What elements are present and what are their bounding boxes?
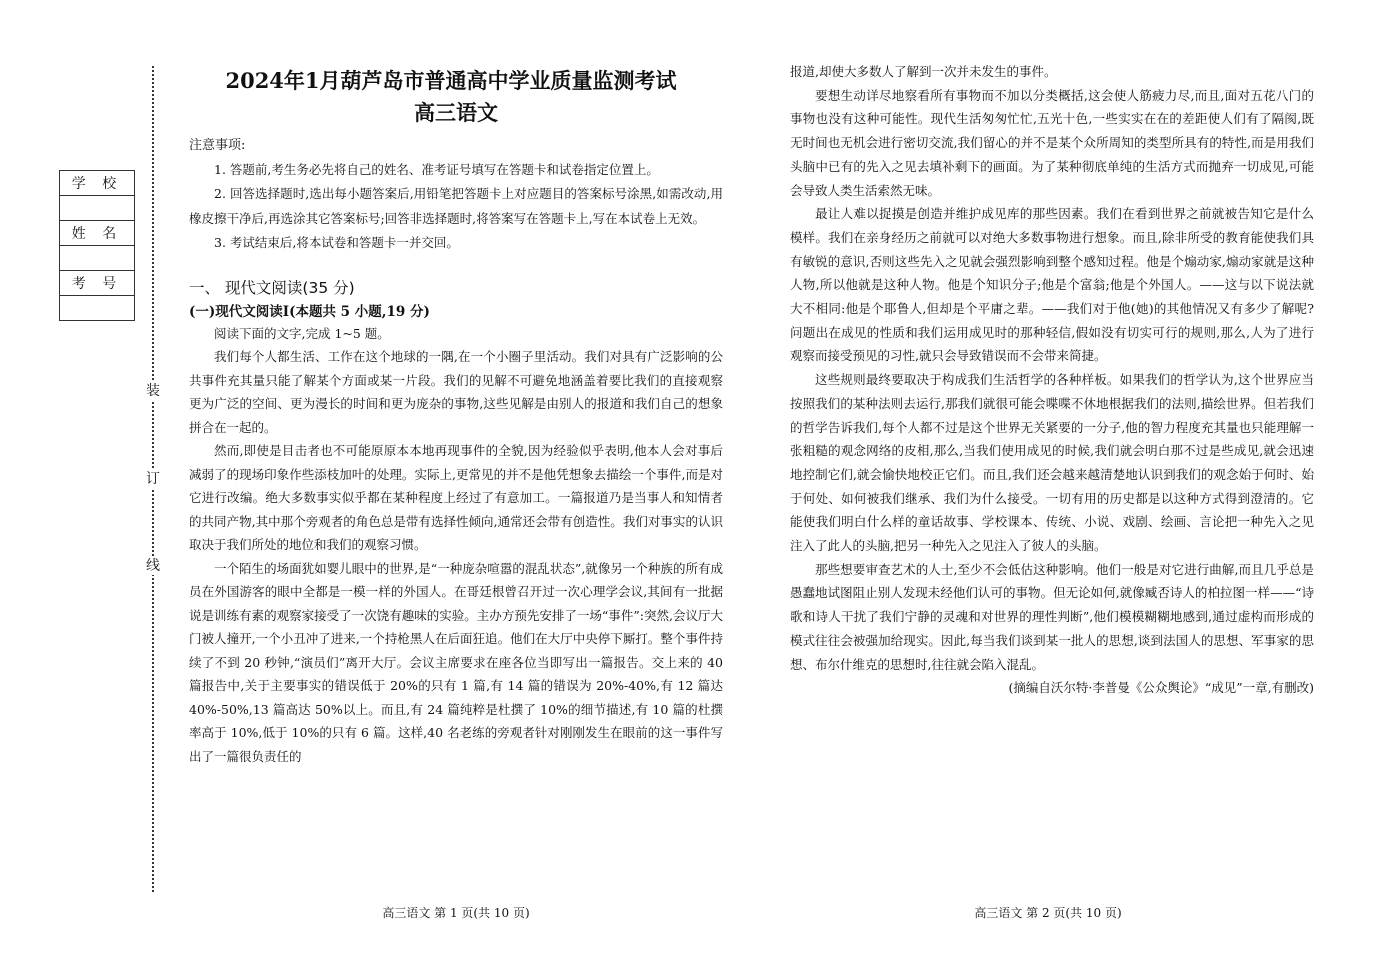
label-exam-number: 考 号 — [60, 271, 135, 296]
passage-paragraph: 这些规则最终要取决于构成我们生活哲学的各种样板。如果我们的哲学认为,这个世界应当按照我们的某种法则去运行,那我们就很可能会喋喋不休地根据我们的法则,描绘世界。但若我们的哲学告诉我们,每个人都不过是这个世界无关紧要的一分子,他的智力程度充其量也只能理解一张粗糙的观念网络的皮相,那么,当我们使用成见的时候,我们就会明白那不过是些成见,就会迅速地控制它们,就会愉快地校正它们。而且,我们还会越来越清楚地认识到我们的观念始于何时、始于何处、如何被我们继承、我们为什么接受。一切有用的历史都是以这种方式得到澄清的。它能使我们明白什么样的童话故事、学校课本、传统、小说、戏剧、绘画、言论把一种先入之见注入了此人的头脑,把另一种先入之见注入了彼人的头脑。 — [790, 372, 1314, 554]
binding-char-xian: 线 — [146, 558, 160, 574]
note-item: 2. 回答选择题时,选出每小题答案后,用铅笔把答题卡上对应题目的答案标号涂黑,如需改动,用橡皮擦干净后,再选涂其它答案标号;回答非选择题时,将答案写在答题卡上,写在本试卷上无效。 — [189, 186, 723, 226]
page-1-footer: 高三语文 第 1 页(共 10 页) — [382, 906, 530, 920]
binding-char-zhuang: 装 — [146, 383, 160, 399]
exam-title: 2024年1月葫芦岛市普通高中学业质量监测考试 — [225, 68, 677, 93]
page-2-footer: 高三语文 第 2 页(共 10 页) — [974, 906, 1122, 920]
field-name[interactable] — [60, 246, 135, 271]
passage-paragraph: 那些想要审查艺术的人士,至少不会低估这种影响。他们一般是对它进行曲解,而且几乎总是愚蠢地试图阻止别人发现未经他们认可的事物。但无论如何,就像臧否诗人的柏拉图一样——“诗歌和诗人干扰了我们宁静的灵魂和对世界的理性判断”,他们模模糊糊地感到,通过虚构而形成的模式往往会被强加给现实。因此,每当我们谈到某一批人的思想,谈到法国人的思想、军事家的思想、布尔什维克的思想时,往往就会陷入混乱。 — [790, 561, 1314, 672]
notes-heading: 注意事项: — [189, 138, 246, 153]
passage-source: (摘编自沃尔特·李普曼《公众舆论》“成见”一章,有删改) — [1008, 680, 1314, 696]
binding-char-ding: 订 — [146, 471, 160, 487]
passage-paragraph: 要想生动详尽地察看所有事物而不加以分类概括,这会使人筋疲力尽,而且,面对五花八门的事物也没有这种可能性。现代生活匆匆忙忙,五光十色,一些实实在在的差距使人们有了隔阂,既无时间也无机会进行密切交流,我们留心的并不是某个众所周知的类型所具有的特性,而是用我们头脑中已有的先入之见去填补剩下的画面。为了某种彻底单纯的生活方式而抛弃一切成见,可能会导致人类生活索然无味。 — [790, 87, 1314, 198]
field-school[interactable] — [60, 196, 135, 221]
page-2-column — [790, 60, 1314, 700]
reading-instruction: 阅读下面的文字,完成 1~5 题。 — [214, 326, 390, 342]
field-exam-number[interactable] — [60, 296, 135, 321]
exam-subtitle: 高三语文 — [414, 100, 498, 125]
passage-paragraph: 我们每个人都生活、工作在这个地球的一隅,在一个小圈子里活动。我们对具有广泛影响的公共事件充其量只能了解某个方面或某一片段。我们的见解不可避免地涵盖着要比我们的直接观察更为广泛的空间、更为漫长的时间和更为庞杂的事物,这些见解是由别人的报道和我们自己的想象拼合在一起的。 — [189, 349, 723, 435]
subsection-title: (一)现代文阅读Ⅰ(本题共 5 小题,19 分) — [189, 304, 430, 321]
label-school: 学 校 — [60, 171, 135, 196]
note-item: 1. 答题前,考生务必先将自己的姓名、准考证号填写在答题卡和试卷指定位置上。 — [214, 162, 659, 177]
section-title: 一、 现代文阅读(35 分) — [189, 279, 355, 298]
passage-paragraph: 一个陌生的场面犹如婴儿眼中的世界,是“一种庞杂喧嚣的混乱状态”,就像另一个种族的所有成员在外国游客的眼中全都是一模一样的外国人。在哥廷根曾召开过一次心理学会议,其间有一批据说是训练有素的观察家接受了一次饶有趣味的实验。主办方预先安排了一场“事件”:突然,会议厅大门被人撞开,一个小丑冲了进来,一个持枪黑人在后面狂追。他们在大厅中央停下厮打。整个事件持续了不到 20 秒钟,“演员们”离开大厅。会议主席要求在座各位当即写出一篇报告。交上来的 40 篇报告中,关于主要事实的错误低于 20%的只有 1 篇,有 14 篇的错误为 20%-40%,有 12 篇达 40%-50%,13 篇高达 50%以上。而且,有 24 篇纯粹是杜撰了 10%的细节描述,有 10 篇的杜撰率高于 10%,低于 10%的只有 6 篇。这样,40 名老练的旁观者针对刚刚发生在眼前的这一事件写出了一篇很负责任的 — [189, 560, 723, 764]
passage-continuation: 报道,却使大多数人了解到一次并未发生的事件。 — [790, 64, 1057, 79]
passage-paragraph: 然而,即使是目击者也不可能原原本本地再现事件的全貌,因为经验似乎表明,他本人会对事后减弱了的现场印象作些添枝加叶的处理。实际上,更常见的并不是他凭想象去描绘一个事件,而是对它进行改编。绝大多数事实似乎都在某种程度上经过了有意加工。一篇报道乃是当事人和知情者的共同产物,其中那个旁观者的角色总是带有选择性倾向,通常还会带有创造性。我们对事实的认识取决于我们所处的地位和我们的观察习惯。 — [189, 443, 723, 553]
passage-paragraph: 最让人难以捉摸是创造并维护成见库的那些因素。我们在看到世界之前就被告知它是什么模样。我们在亲身经历之前就可以对绝大多数事物进行想象。而且,除非所受的教育能使我们具有敏锐的意识,否则这些先入之见就会强烈影响到整个感知过程。他是个煽动家,煽动家就是这种人物,所以他就是这种人物。他是个知识分子;他是个富翁;他是个外国人。——这与以下说法就大不相同:他是个耶鲁人,但却是个平庸之辈。——我们对于他(她)的其他情况又有多少了解呢?问题出在成见的性质和我们运用成见时的那种轻信,假如没有切实可行的规则,那么,人为了进行观察而接受预见的习性,就只会导致错误而不会带来简捷。 — [790, 206, 1314, 364]
page-1-column — [189, 66, 723, 768]
note-item: 3. 考试结束后,将本试卷和答题卡一并交回。 — [214, 234, 459, 250]
student-info-table — [59, 170, 135, 321]
label-name: 姓 名 — [60, 221, 135, 246]
